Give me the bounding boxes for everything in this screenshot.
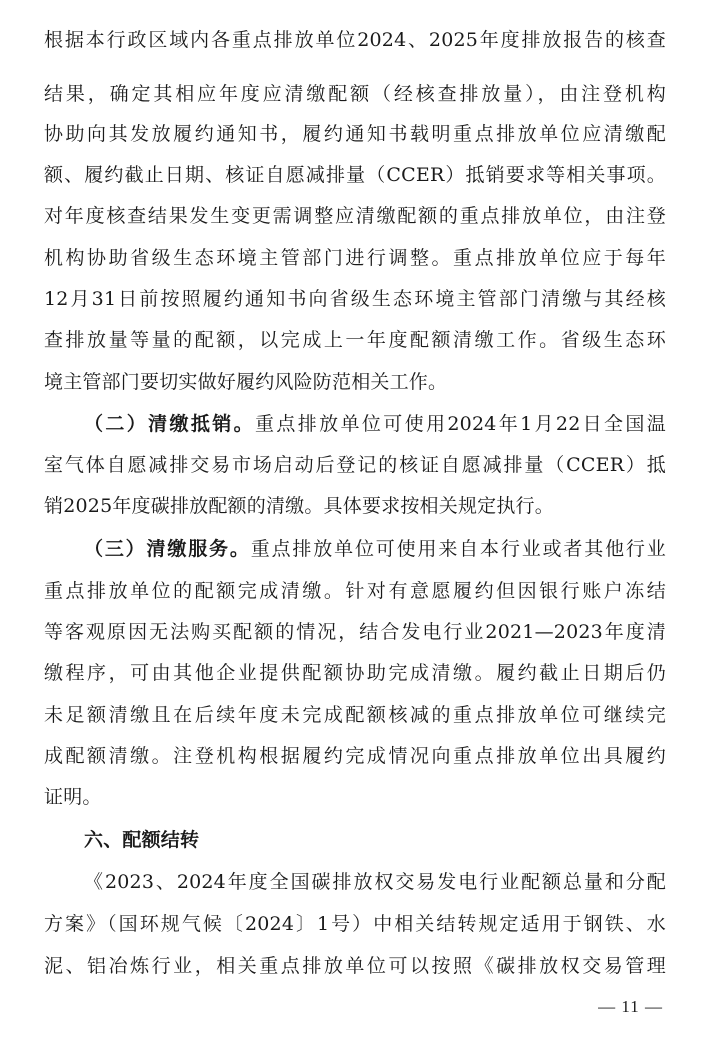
- section-text: 重点排放单位可使用来自本行业或者其他行业: [250, 538, 666, 560]
- text-line: 成配额清缴。注登机构根据履约完成情况向重点排放单位出具履约: [44, 745, 666, 767]
- text-line: 证明。: [44, 786, 102, 808]
- text-line: 对年度核查结果发生变更需调整应清缴配额的重点排放单位，由注登: [44, 205, 666, 227]
- text-line: 机构协助省级生态环境主管部门进行调整。重点排放单位应于每年: [44, 247, 666, 269]
- text-line: 12月31日前按照履约通知书向省级生态环境主管部门清缴与其经核: [44, 288, 666, 310]
- text-line: 查排放量等量的配额，以完成上一年度配额清缴工作。省级生态环: [44, 329, 666, 351]
- section-first-line: [44, 534, 666, 564]
- text-line: 销2025年度碳排放配额的清缴。具体要求按相关规定执行。: [44, 495, 554, 517]
- text-line: 缴程序，可由其他企业提供配额协助完成清缴。履约截止日期后仍: [44, 662, 666, 684]
- section-heading: （二）清缴抵销。: [84, 413, 255, 435]
- text-line: 额、履约截止日期、核证自愿减排量（CCER）抵销要求等相关事项。: [44, 164, 666, 186]
- text-line: 结果，确定其相应年度应清缴配额（经核查排放量），由注登机构: [44, 83, 666, 105]
- text-line: 《2023、2024年度全国碳排放权交易发电行业配额总量和分配: [84, 871, 666, 893]
- text-line: 根据本行政区域内各重点排放单位2024、2025年度排放报告的核查: [44, 29, 666, 51]
- page-number: — 11 —: [598, 997, 663, 1016]
- text-line: 方案》（国环规气候〔2024〕1号）中相关结转规定适用于钢铁、水: [44, 913, 666, 935]
- section-heading: （三）清缴服务。: [84, 538, 251, 560]
- section-heading: 六、配额结转: [84, 829, 200, 851]
- text-line: 协助向其发放履约通知书，履约通知书载明重点排放单位应清缴配: [44, 123, 666, 145]
- text-line: 重点排放单位的配额完成清缴。针对有意愿履约但因银行账户冻结: [44, 580, 666, 602]
- text-line: 境主管部门要切实做好履约风险防范相关工作。: [44, 371, 448, 393]
- text-line: 未足额清缴且在后续年度未完成配额核减的重点排放单位可继续完: [44, 704, 666, 726]
- text-line: 等客观原因无法购买配额的情况，结合发电行业2021—2023年度清: [44, 621, 666, 643]
- section-text: 重点排放单位可使用2024年1月22日全国温: [255, 413, 666, 435]
- section-first-line: [44, 409, 666, 439]
- text-line: 室气体自愿减排交易市场启动后登记的核证自愿减排量（CCER）抵: [44, 454, 666, 476]
- text-line: 泥、铝冶炼行业，相关重点排放单位可以按照《碳排放权交易管理: [44, 955, 666, 977]
